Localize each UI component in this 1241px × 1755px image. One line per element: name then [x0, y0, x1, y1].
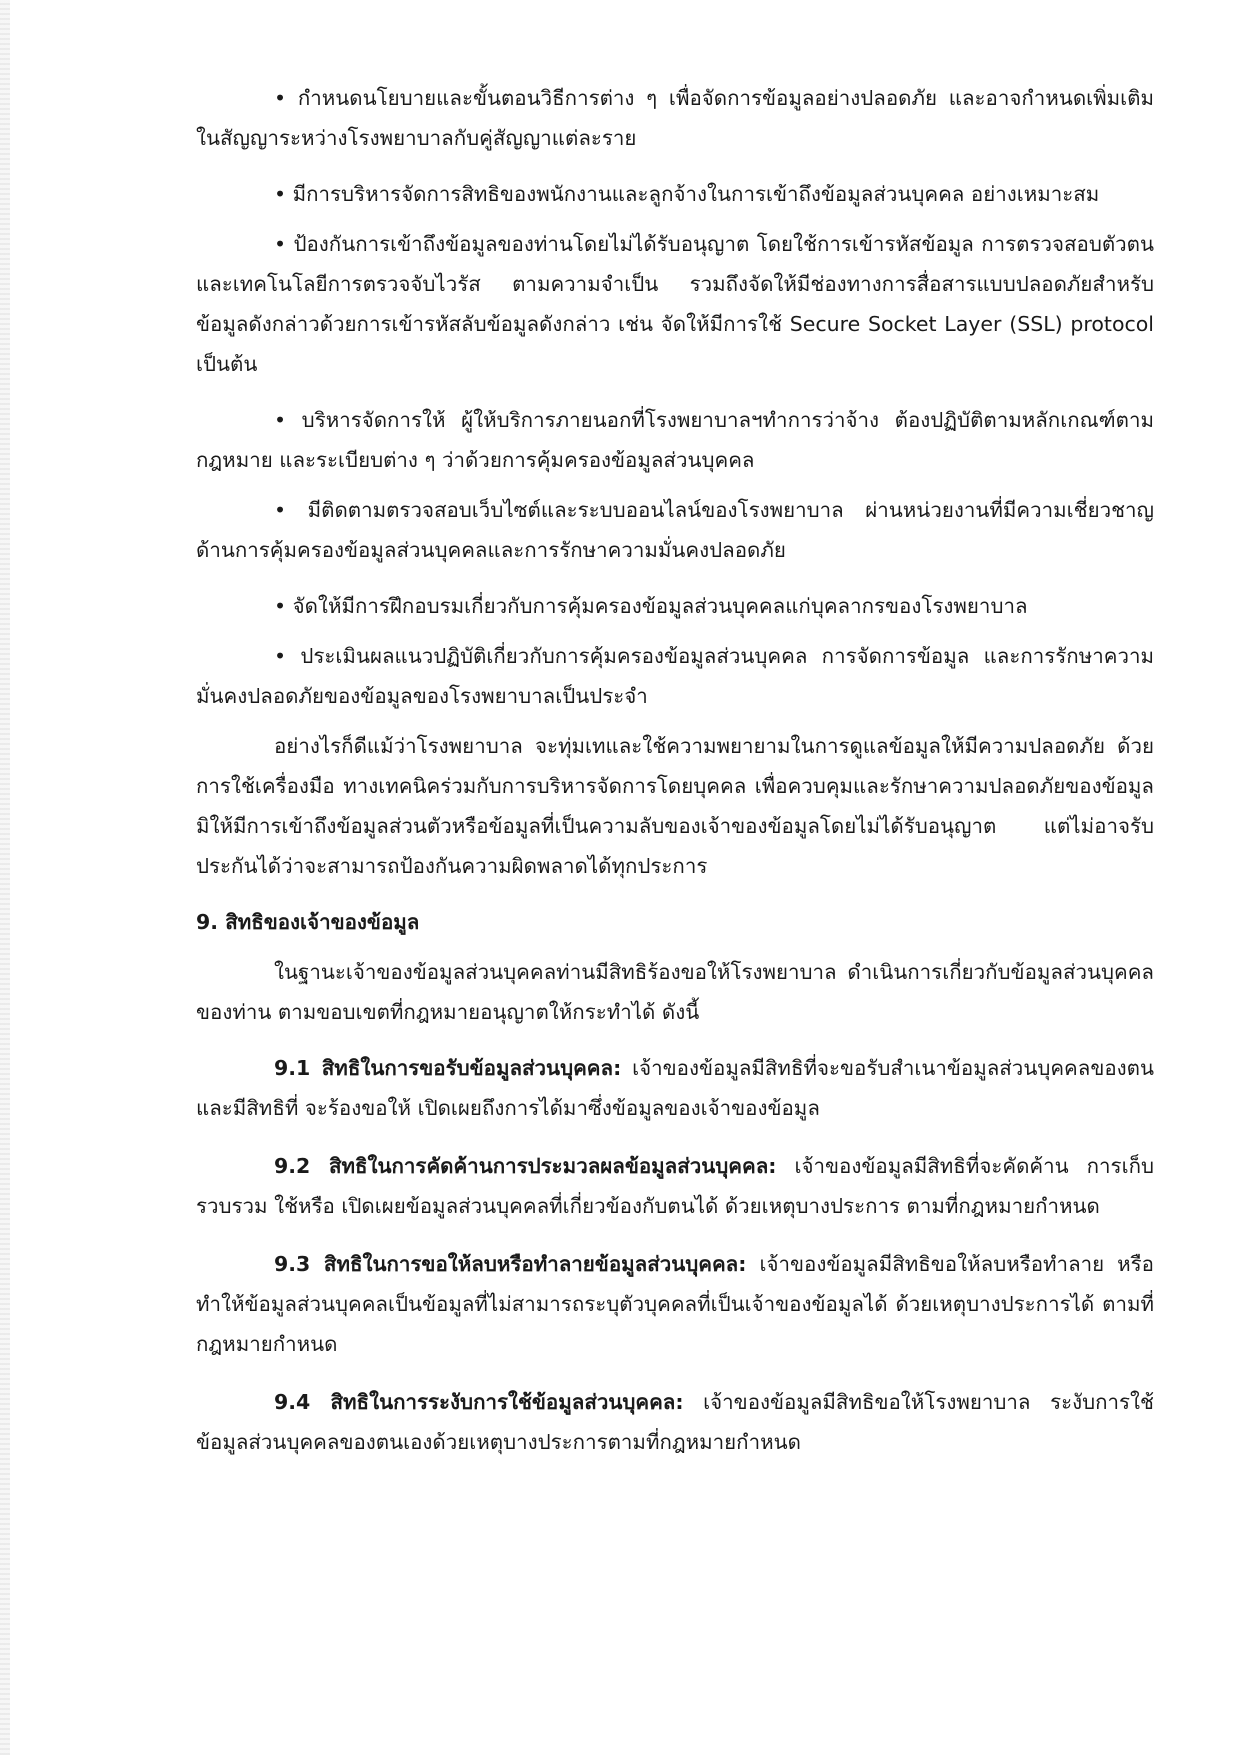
right-title: 9.3 สิทธิในการขอให้ลบหรือทำลายข้อมูลส่วนบุคคล:	[274, 1252, 747, 1276]
right-item	[196, 1048, 1154, 1128]
right-title: 9.4 สิทธิในการระงับการใช้ข้อมูลส่วนบุคคล:	[274, 1390, 684, 1414]
section-heading: 9. สิทธิของเจ้าของข้อมูล	[196, 910, 420, 934]
right-item	[196, 1146, 1154, 1226]
disclaimer-paragraph: อย่างไรก็ดีแม้ว่าโรงพยาบาล จะทุ่มเทและใช้ความพยายามในการดูแลข้อมูลให้มีความปลอดภัย ด้วยการใช้เครื่องมือ ทางเทคนิคร่วมกับการบริหารจัดการโดยบุคคล เพื่อควบคุมและรักษาความปลอดภัยของข้อมูล มิให้มีการเข้าถึงข้อมูลส่วนตัวหรือข้อมูลที่เป็นความลับของเจ้าของข้อมูลโดยไม่ได้รับอนุญาต แต่ไม่อาจรับประกันได้ว่าจะสามารถป้องกันความผิดพลาดได้ทุกประการ	[196, 734, 1154, 878]
right-text: เจ้าของข้อมูลมีสิทธิที่จะขอรับสำเนาข้อมูลส่วนบุคคลของตน และมีสิทธิที่ จะร้องขอให้ เปิดเผยถึงการได้มาซึ่งข้อมูลของเจ้าของข้อมูล	[196, 1056, 1154, 1120]
right-text: เจ้าของข้อมูลมีสิทธิขอให้ลบหรือทำลาย หรือทำให้ข้อมูลส่วนบุคคลเป็นข้อมูลที่ไม่สามารถระบุตัวบุคคลที่เป็นเจ้าของข้อมูลได้ ด้วยเหตุบางประการได้ ตามที่กฎหมายกำหนด	[196, 1252, 1154, 1356]
right-item	[196, 1244, 1154, 1364]
section-intro: ในฐานะเจ้าของข้อมูลส่วนบุคคลท่านมีสิทธิร้องขอให้โรงพยาบาล ดำเนินการเกี่ยวกับข้อมูลส่วนบุคคลของท่าน ตามขอบเขตที่กฎหมายอนุญาตให้กระทำได้ ดังนี้	[196, 960, 1154, 1024]
right-title: 9.1 สิทธิในการขอรับข้อมูลส่วนบุคคล:	[274, 1056, 622, 1080]
measure-item: • บริหารจัดการให้ ผู้ให้บริการภายนอกที่โรงพยาบาลฯทำการว่าจ้าง ต้องปฏิบัติตามหลักเกณฑ์ตามกฎหมาย และระเบียบต่าง ๆ ว่าด้วยการคุ้มครองข้อมูลส่วนบุคคล	[196, 408, 1154, 472]
measure-item: • กำหนดนโยบายและขั้นตอนวิธีการต่าง ๆ เพื่อจัดการข้อมูลอย่างปลอดภัย และอาจกำหนดเพิ่มเติมในสัญญาระหว่างโรงพยาบาลกับคู่สัญญาแต่ละราย	[196, 86, 1154, 150]
measure-item: • ประเมินผลแนวปฏิบัติเกี่ยวกับการคุ้มครองข้อมูลส่วนบุคคล การจัดการข้อมูล และการรักษาความมั่นคงปลอดภัยของข้อมูลของโรงพยาบาลเป็นประจำ	[196, 644, 1154, 708]
right-title: 9.2 สิทธิในการคัดค้านการประมวลผลข้อมูลส่วนบุคคล:	[274, 1154, 777, 1178]
measure-item: • ป้องกันการเข้าถึงข้อมูลของท่านโดยไม่ได้รับอนุญาต โดยใช้การเข้ารหัสข้อมูล การตรวจสอบตัวตนและเทคโนโลยีการตรวจจับไวรัส ตามความจำเป็น รวมถึงจัดให้มีช่องทางการสื่อสารแบบปลอดภัยสำหรับข้อมูลดังกล่าวด้วยการเข้ารหัสลับข้อมูลดังกล่าว เช่น จัดให้มีการใช้ Secure Socket Layer (SSL) protocol เป็นต้น	[196, 232, 1154, 376]
right-item	[196, 1382, 1154, 1462]
right-text: เจ้าของข้อมูลมีสิทธิที่จะคัดค้าน การเก็บ รวบรวม ใช้หรือ เปิดเผยข้อมูลส่วนบุคคลที่เกี่ยวข้องกับตนได้ ด้วยเหตุบางประการ ตามที่กฎหมายกำหนด	[196, 1154, 1154, 1218]
document-page	[196, 78, 1154, 1480]
scan-edge-artifact	[0, 0, 10, 1755]
right-text: เจ้าของข้อมูลมีสิทธิขอให้โรงพยาบาล ระงับการใช้ข้อมูลส่วนบุคคลของตนเองด้วยเหตุบางประการตามที่กฎหมายกำหนด	[196, 1390, 1154, 1454]
measure-item: • จัดให้มีการฝึกอบรมเกี่ยวกับการคุ้มครองข้อมูลส่วนบุคคลแก่บุคลากรของโรงพยาบาล	[274, 594, 1028, 618]
measure-item: • มีติดตามตรวจสอบเว็บไซต์และระบบออนไลน์ของโรงพยาบาล ผ่านหน่วยงานที่มีความเชี่ยวชาญด้านการคุ้มครองข้อมูลส่วนบุคคลและการรักษาความมั่นคงปลอดภัย	[196, 498, 1154, 562]
measure-item: • มีการบริหารจัดการสิทธิของพนักงานและลูกจ้างในการเข้าถึงข้อมูลส่วนบุคคล อย่างเหมาะสม	[274, 182, 1100, 206]
